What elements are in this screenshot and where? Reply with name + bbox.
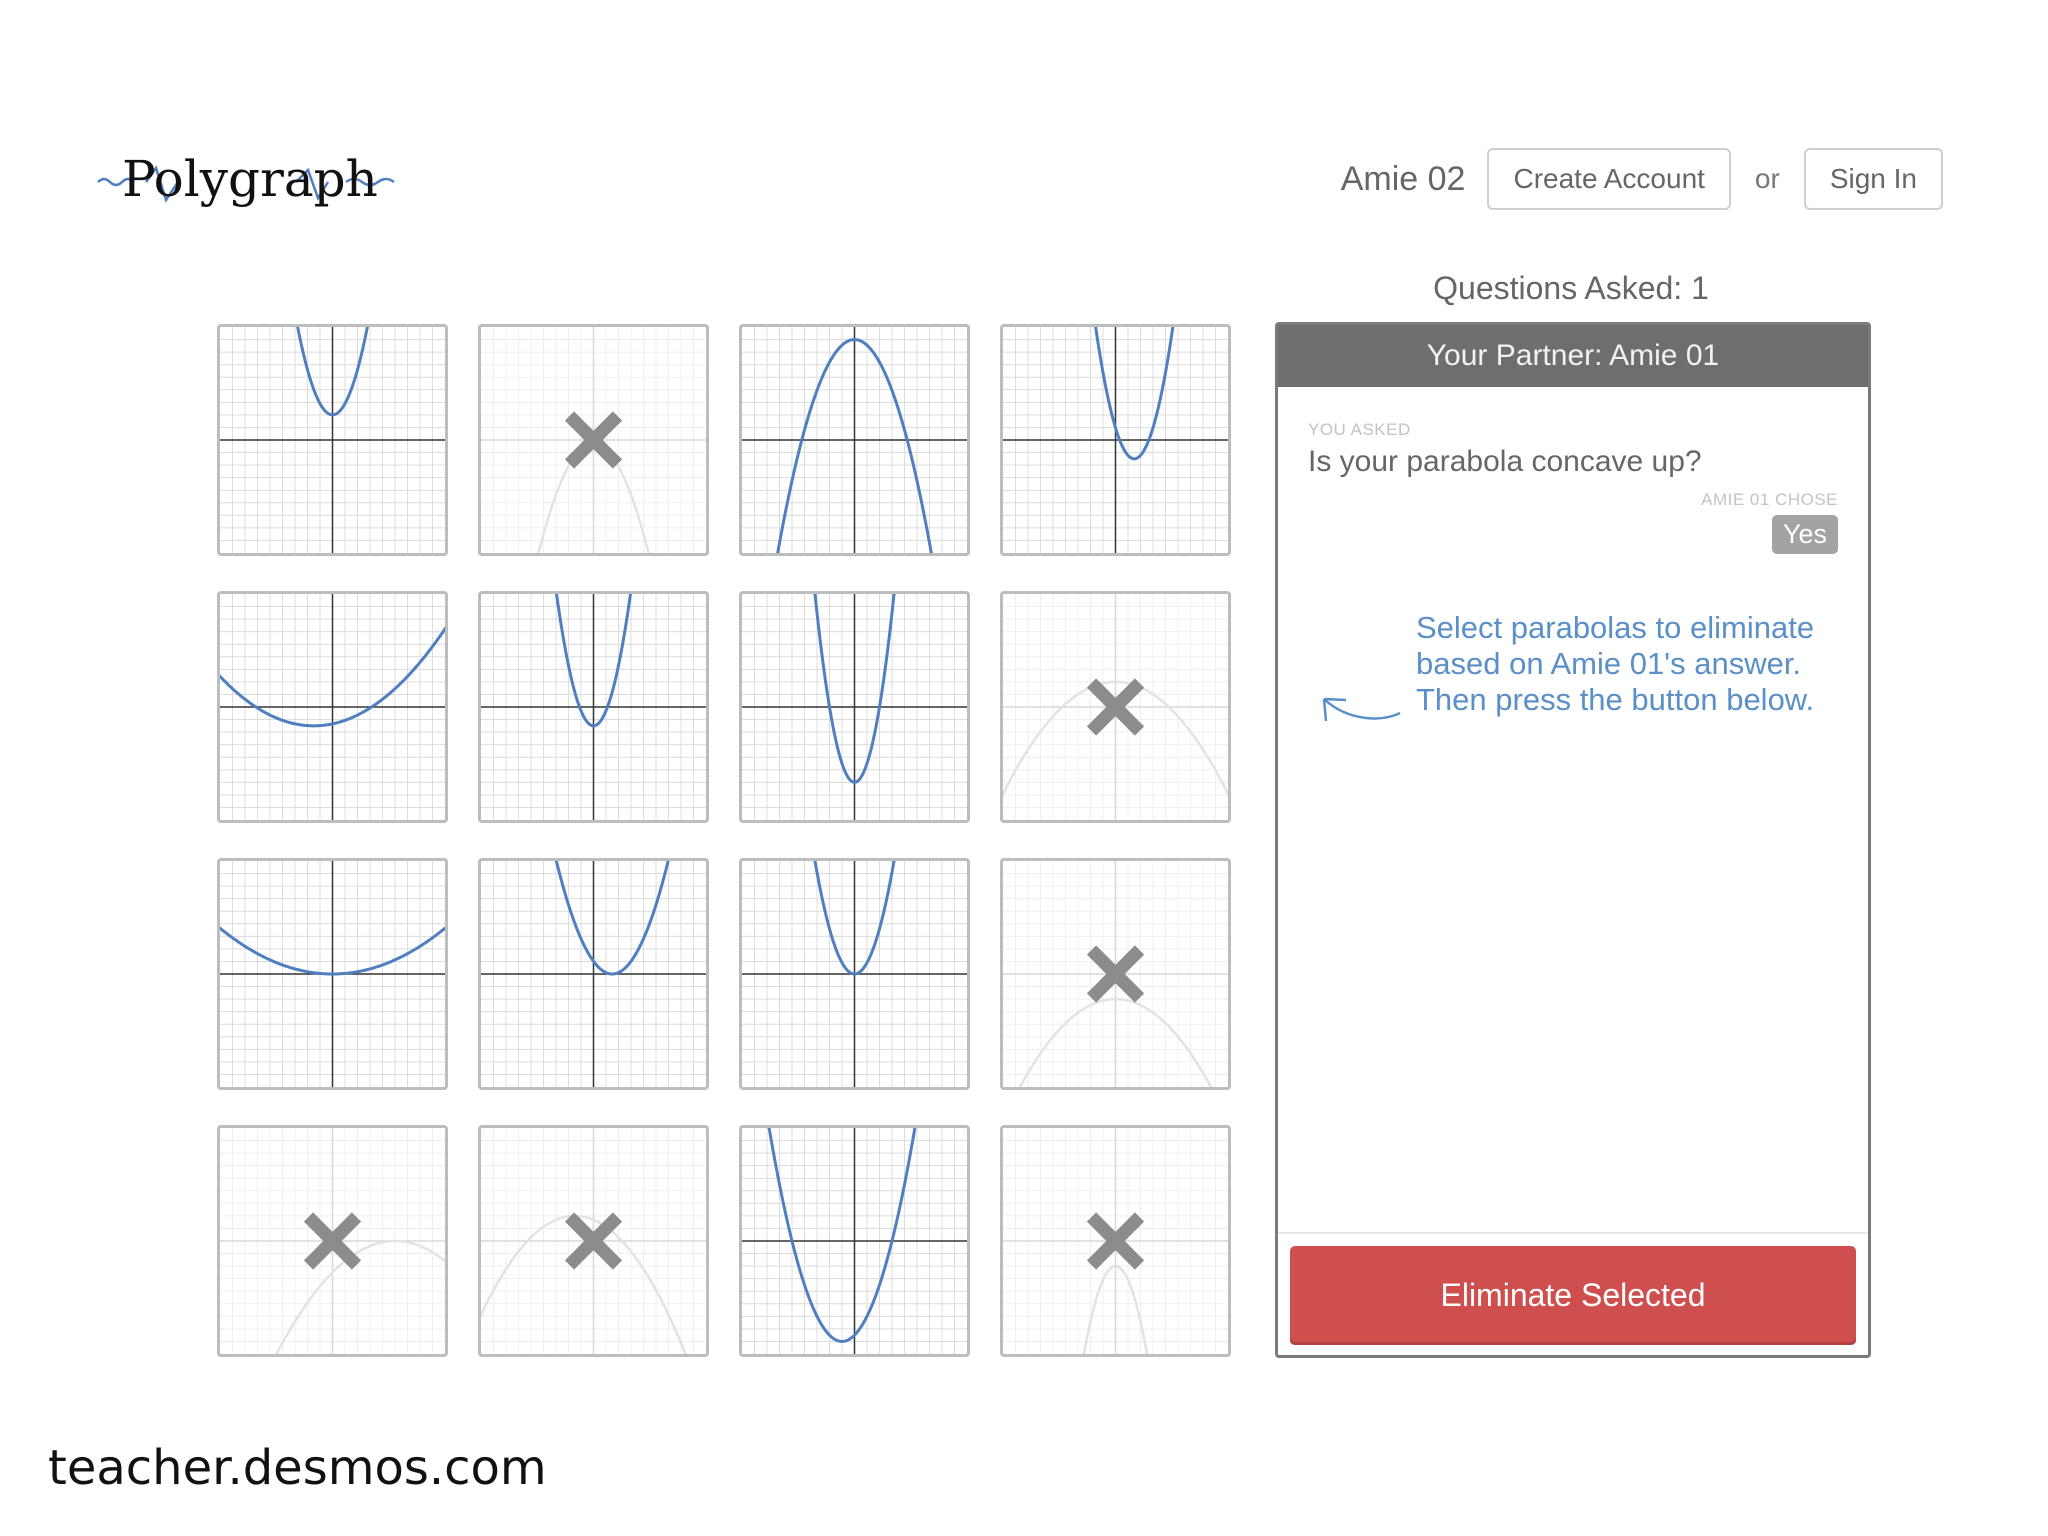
parabola-graph: [481, 594, 706, 820]
parabola-graph: [220, 1128, 445, 1354]
instruction-text: Select parabolas to eliminate based on Amie 01's answer. Then press the button below.: [1416, 610, 1815, 717]
parabola-card[interactable]: [1000, 591, 1231, 823]
parabola-graph: [742, 594, 967, 820]
parabola-card[interactable]: [739, 1125, 970, 1357]
partner-chose-label: AMIE 01 CHOSE: [1701, 490, 1838, 509]
asked-question: Is your parabola concave up?: [1308, 445, 1702, 478]
parabola-graph: [481, 1128, 706, 1354]
or-separator: or: [1754, 163, 1780, 194]
logo-text: Polygraph: [122, 150, 378, 208]
parabola-graph: [481, 861, 706, 1087]
parabola-card[interactable]: [478, 858, 709, 1090]
account-bar: [1341, 147, 1943, 211]
parabola-graph: [742, 327, 967, 553]
parabola-graph: [481, 327, 706, 553]
parabola-card[interactable]: [217, 858, 448, 1090]
parabola-card[interactable]: [478, 1125, 709, 1357]
parabola-card[interactable]: [478, 324, 709, 556]
parabola-card[interactable]: [739, 858, 970, 1090]
parabola-card[interactable]: [739, 591, 970, 823]
parabola-card[interactable]: [1000, 324, 1231, 556]
parabola-graph: [220, 594, 445, 820]
questions-asked-count: Questions Asked: 1: [1433, 270, 1709, 306]
create-account-button[interactable]: Create Account: [1487, 148, 1730, 210]
parabola-graph: [742, 861, 967, 1087]
polygraph-logo: [96, 140, 406, 220]
parabola-graph: [220, 861, 445, 1087]
parabola-graph: [1003, 594, 1228, 820]
parabola-card[interactable]: [739, 324, 970, 556]
panel-divider: [1278, 1232, 1868, 1234]
parabola-graph: [1003, 327, 1228, 553]
parabola-card[interactable]: [217, 1125, 448, 1357]
parabola-card[interactable]: [217, 591, 448, 823]
parabola-card[interactable]: [1000, 858, 1231, 1090]
arrow-left-icon: [1316, 685, 1406, 735]
parabola-card[interactable]: [217, 324, 448, 556]
partner-header: Your Partner: Amie 01: [1278, 325, 1868, 387]
eliminate-selected-button[interactable]: Eliminate Selected: [1290, 1246, 1856, 1345]
you-asked-label: YOU ASKED: [1308, 420, 1411, 439]
parabola-graph: [220, 327, 445, 553]
partner-panel: [1275, 322, 1871, 1358]
parabola-graph: [742, 1128, 967, 1354]
footer-url: teacher.desmos.com: [48, 1440, 547, 1496]
parabola-card[interactable]: [478, 591, 709, 823]
parabola-card[interactable]: [1000, 1125, 1231, 1357]
sign-in-button[interactable]: Sign In: [1804, 148, 1943, 210]
parabola-graph: [1003, 861, 1228, 1087]
username: Amie 02: [1340, 159, 1466, 198]
parabola-graph: [1003, 1128, 1228, 1354]
answer-badge: Yes: [1772, 515, 1838, 554]
